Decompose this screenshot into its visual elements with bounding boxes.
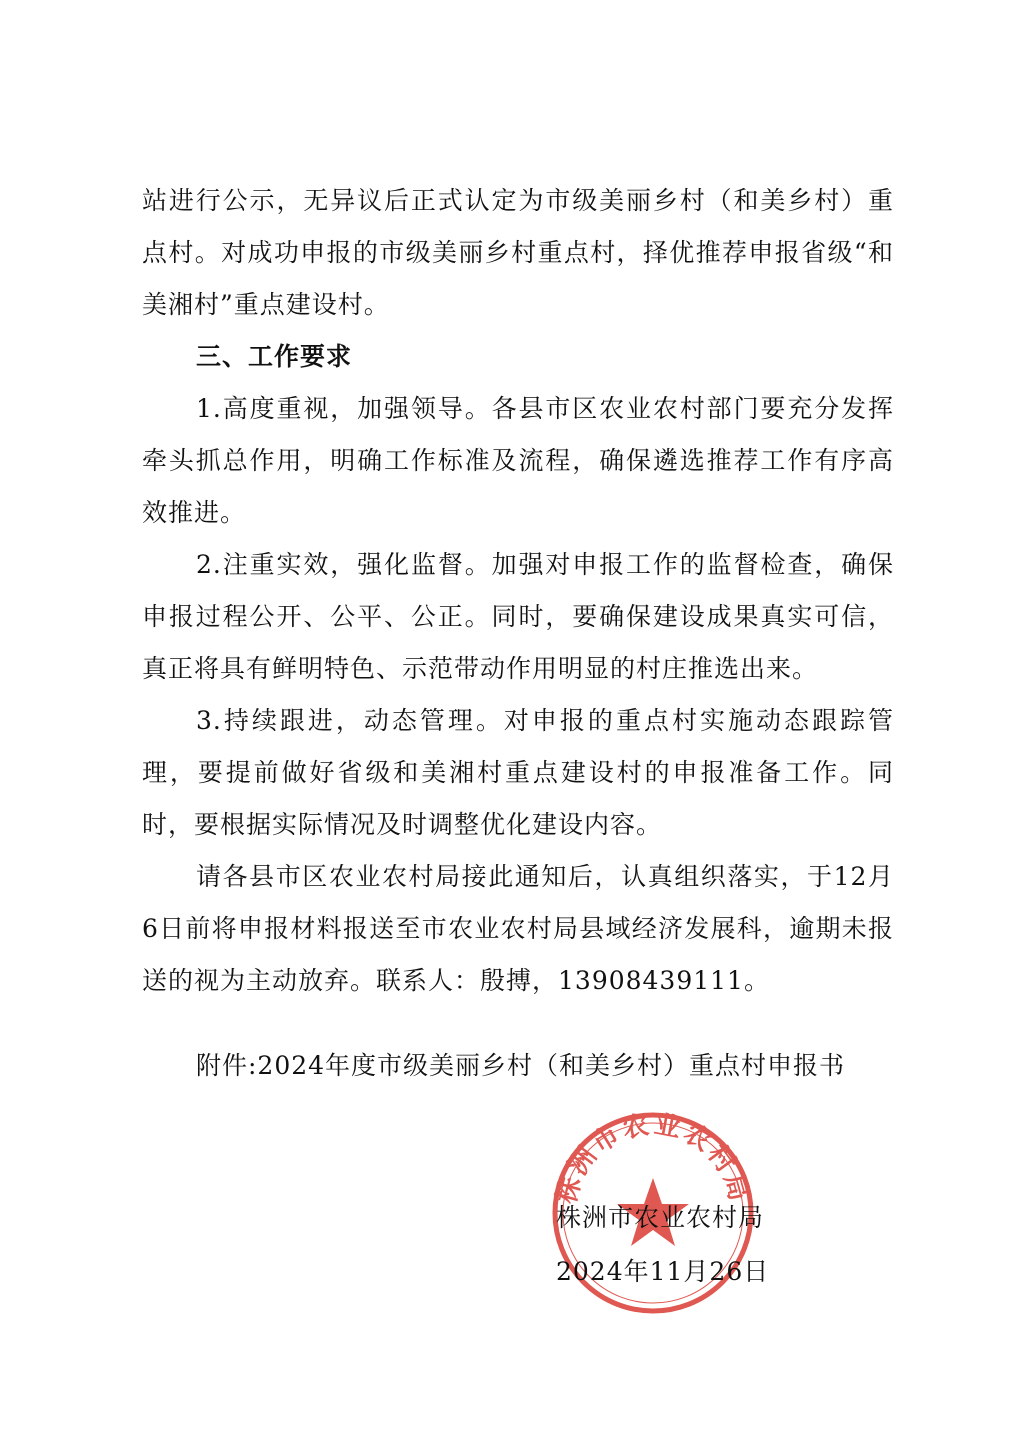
body-text: [142, 175, 894, 1007]
paragraph-requirement-2: 2.注重实效，强化监督。加强对申报工作的监督检查，确保申报过程公开、公平、公正。同时，要确保建设成果真实可信，真正将具有鲜明特色、示范带动作用明显的村庄推选出来。: [142, 550, 894, 683]
svg-text:株洲市农业农村局: 株洲市农业农村局: [551, 1109, 755, 1207]
signature-date: 2024年11月26日: [556, 1257, 770, 1286]
paragraph-submission-notice: 请各县市区农业农村局接此通知后，认真组织落实，于12月6日前将申报材料报送至市农业农村局县域经济发展科，逾期未报送的视为主动放弃。联系人：殷搏，13908439111。: [142, 862, 894, 995]
paragraph-requirement-3: 3.持续跟进，动态管理。对申报的重点村实施动态跟踪管理，要提前做好省级和美湘村重点建设村的申报准备工作。同时，要根据实际情况及时调整优化建设内容。: [142, 706, 894, 839]
attachment-line: 附件:2024年度市级美丽乡村（和美乡村）重点村申报书: [196, 1051, 846, 1080]
signature-organization: 株洲市农业农村局: [556, 1203, 765, 1232]
paragraph-requirement-1: 1.高度重视，加强领导。各县市区农业农村部门要充分发挥牵头抓总作用，明确工作标准及流程，确保遴选推荐工作有序高效推进。: [142, 394, 894, 527]
paragraph-publicity: 站进行公示，无异议后正式认定为市级美丽乡村（和美乡村）重点村。对成功申报的市级美丽乡村重点村，择优推荐申报省级“和美湘村”重点建设村。: [142, 186, 894, 319]
section-heading-work-requirements: 三、工作要求: [196, 342, 353, 371]
